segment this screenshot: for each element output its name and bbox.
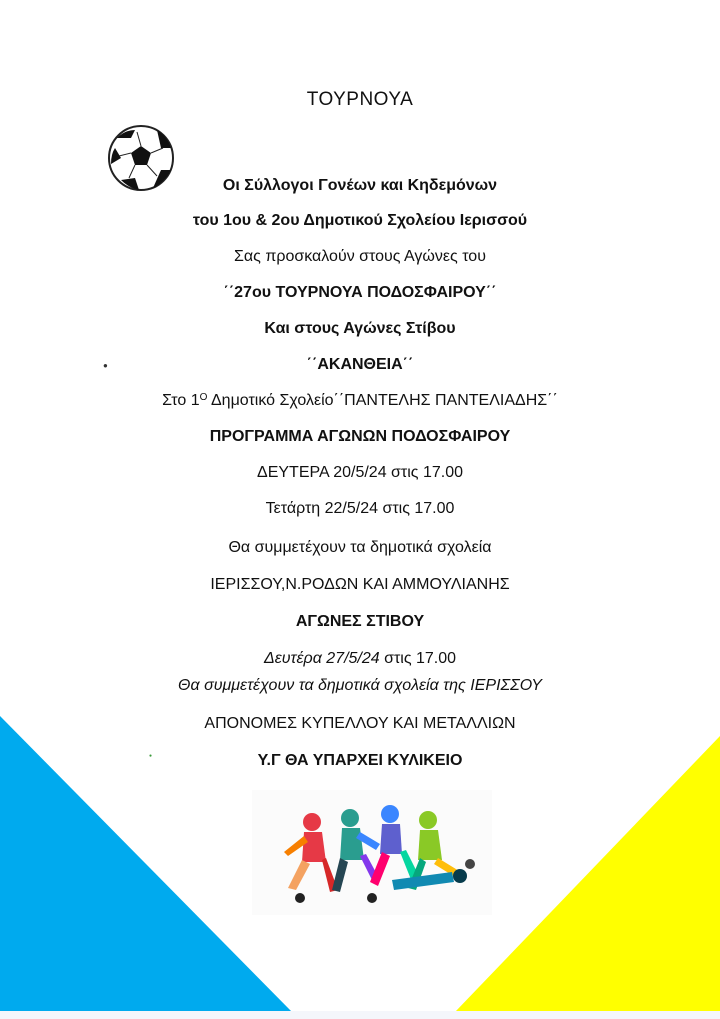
participants-line: Θα συμμετέχουν τα δημοτικά σχολεία [228,539,492,556]
organizers-line: Οι Σύλλογοι Γονέων και Κηδεμόνων [222,177,498,194]
athletics-date [0,649,720,669]
football-program-heading: ΠΡΟΓΡΑΜΜΑ ΑΓΩΝΩΝ ΠΟΔΟΣΦΑΙΡΟΥ [209,428,511,445]
venue-school: Δημοτικό Σχολείο΄΄ΠΑΝΤΕΛΗΣ ΠΑΝΤΕΛΙΑΔΗΣ΄΄ [207,392,558,409]
venue-superscript: Ο [199,392,208,403]
venue-prefix: Στο 1 [162,392,200,409]
athletics-date-time: στις 17.00 [379,650,457,667]
poster-title: ΤΟΥΡΝΟΥΑ [306,89,414,110]
venue-line [0,391,720,411]
awards-line: ΑΠΟΝΟΜΕΣ ΚΥΠΕΛΛΟΥ ΚΑΙ ΜΕΤΑΛΛΙΩΝ [204,715,516,732]
football-players-illustration [252,790,492,915]
canteen-note: Υ.Γ ΘΑ ΥΠΑΡΧΕΙ ΚΥΛΙΚΕΙΟ [257,752,463,769]
schools-line: του 1ου & 2ου Δημοτικού Σχολείου Ιερισσού [192,212,528,229]
invitation-line: Σας προσκαλούν στους Αγώνες του [234,248,486,265]
event-name: ΄΄ΑΚΑΝΘΕΙΑ΄΄ [306,356,414,373]
small-dot: ● [103,361,108,370]
right-yellow-triangle [455,736,720,1012]
athletics-heading: ΑΓΩΝΕΣ ΣΤΙΒΟΥ [295,613,425,630]
athletics-line: Και στους Αγώνες Στίβου [264,320,456,337]
football-date-2: Τετάρτη 22/5/24 στις 17.00 [265,500,455,517]
bottom-strip [0,1011,720,1019]
football-date-1: ΔΕΥΤΕΡΑ 20/5/24 στις 17.00 [257,464,463,481]
tournament-name: ΄΄27ου ΤΟΥΡΝΟΥΑ ΠΟΔΟΣΦΑΙΡΟΥ΄΄ [223,284,497,301]
athletics-date-day: Δευτέρα 27/5/24 [263,650,380,667]
small-green-dot: ● [149,753,153,759]
athletics-participants: Θα συμμετέχουν τα δημοτικά σχολεία της ΙΕΡΙΣΣΟΥ [178,677,542,694]
participant-schools: ΙΕΡΙΣΣΟΥ,Ν.ΡΟΔΩΝ ΚΑΙ ΑΜΜΟΥΛΙΑΝΗΣ [210,576,510,593]
